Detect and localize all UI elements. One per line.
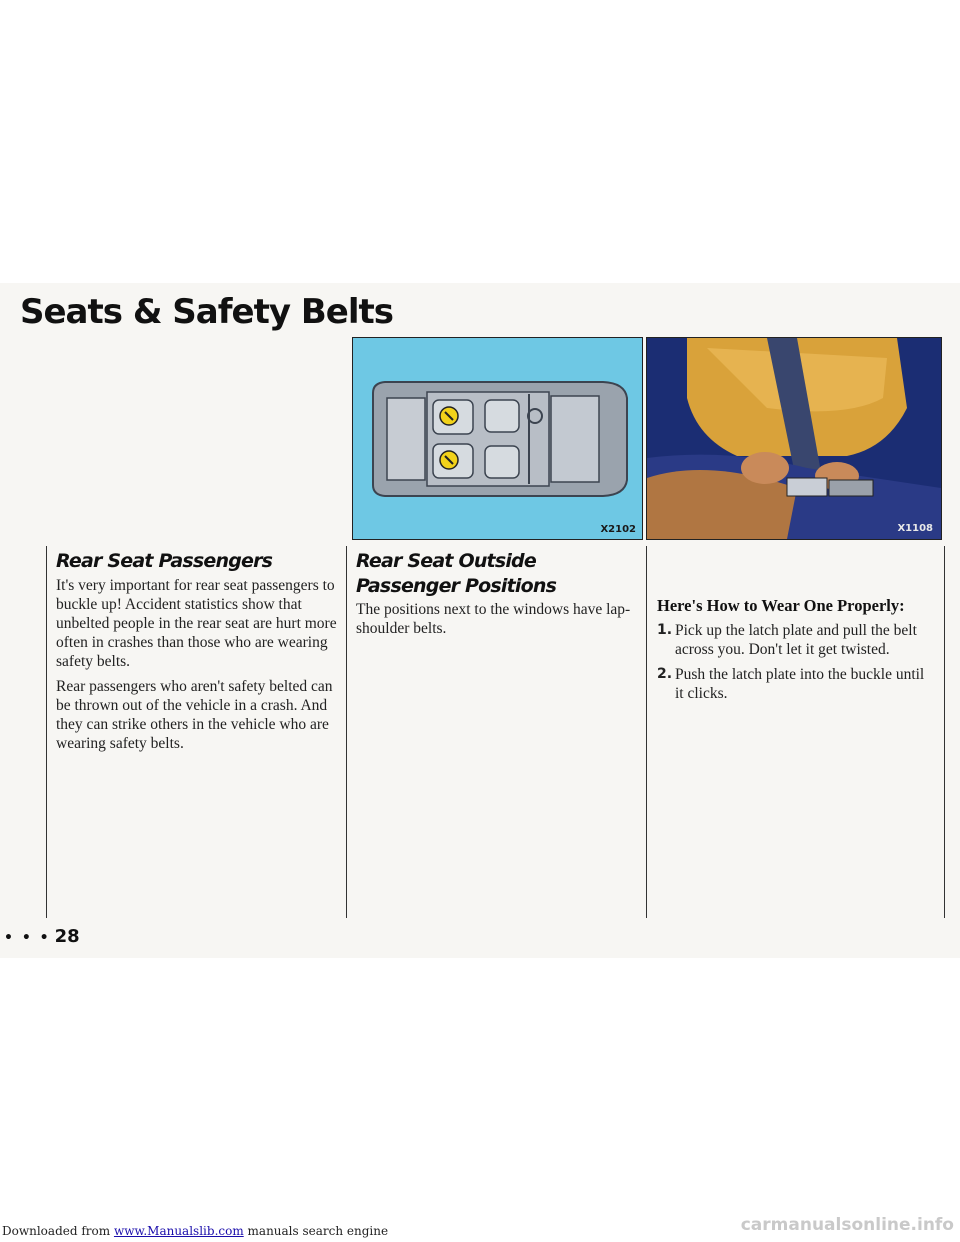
- step-2-text: Push the latch plate into the buckle until it clicks.: [675, 666, 925, 702]
- page-number: [4, 926, 80, 947]
- column1-paragraph-1: It's very important for rear seat passengers to buckle up! Accident statistics show that unbelted people in the rear seat are hurt more often in crashes than those who are wearing safety belts.: [56, 577, 337, 670]
- page-number-value: 28: [54, 926, 80, 947]
- footer-prefix: Downloaded from: [2, 1224, 111, 1238]
- steps-list: [657, 621, 927, 709]
- column-rule-3: [646, 546, 647, 918]
- step-1-text: Pick up the latch plate and pull the belt across you. Don't let it get twisted.: [675, 622, 917, 658]
- column2-body: [356, 600, 636, 644]
- heading-rear-seat-passengers: Rear Seat Passengers: [56, 550, 273, 572]
- section-title: Seats & Safety Belts: [20, 292, 393, 332]
- column1-body: [56, 576, 340, 759]
- column-rule-2: [346, 546, 347, 918]
- footer-suffix: manuals search engine: [247, 1224, 389, 1238]
- heading-rear-seat-outside-positions: Rear Seat Outside Passenger Positions: [356, 550, 557, 597]
- step-2-number: 2.: [657, 666, 673, 682]
- page-dots: • • •: [4, 930, 51, 946]
- column2-paragraph: The positions next to the windows have lap-shoulder belts.: [356, 601, 631, 637]
- step-1-number: 1.: [657, 622, 673, 638]
- manualslib-link[interactable]: www.Manualslib.com: [113, 1224, 244, 1238]
- step-2: [657, 665, 927, 703]
- download-footer: [2, 1224, 388, 1238]
- steps-title: Here's How to Wear One Properly:: [657, 596, 905, 615]
- figure-code-x1108: X1108: [897, 523, 933, 534]
- column-rule-4: [944, 546, 945, 918]
- figure-code-x2102: X2102: [600, 524, 636, 535]
- car-seating-diagram: [352, 337, 643, 540]
- watermark: carmanualsonline.info: [740, 1215, 954, 1235]
- column-rule-1: [46, 546, 47, 918]
- step-1: [657, 621, 927, 659]
- belt-fastening-illustration: [646, 337, 942, 540]
- car-top-view-illustration: [353, 338, 642, 539]
- person-buckling-belt-illustration: [647, 338, 941, 539]
- column1-paragraph-2: Rear passengers who aren't safety belted can be thrown out of the vehicle in a crash. And they can strike others in the vehicle who are wearing safety belts.: [56, 678, 333, 752]
